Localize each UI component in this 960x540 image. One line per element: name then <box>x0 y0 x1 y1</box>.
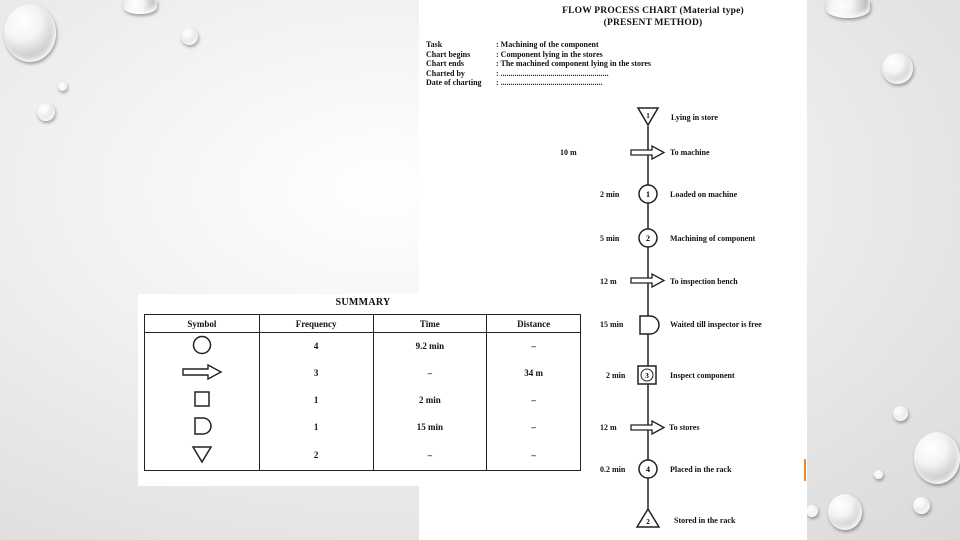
water-drop-decoration <box>882 53 913 84</box>
time-cell: 2 min <box>373 387 487 414</box>
water-drop-decoration <box>828 494 862 530</box>
operation-circle-icon <box>145 333 260 360</box>
summary-table <box>144 314 581 471</box>
step-value: 12 m <box>600 423 617 432</box>
delay-d-shape-icon <box>640 316 659 334</box>
transport-arrow-icon <box>145 360 260 387</box>
chart-title: FLOW PROCESS CHART (Material type) <box>562 6 744 16</box>
step-label: Loaded on machine <box>670 190 738 199</box>
svg-text:1: 1 <box>646 112 650 120</box>
time-cell: 15 min <box>373 414 487 441</box>
water-drop-decoration <box>123 0 157 14</box>
operation-circle-icon <box>639 185 657 203</box>
step-label: Waited till inspector is free <box>670 320 762 329</box>
time-cell: 9.2 min <box>373 333 487 360</box>
meta-row: Chart begins : Component lying in the stores <box>426 49 603 59</box>
operation-circle-icon <box>639 229 657 247</box>
operation-circle-icon <box>639 460 657 478</box>
svg-text:2: 2 <box>646 518 650 526</box>
chart-subtitle: (PRESENT METHOD) <box>603 18 703 28</box>
water-drop-decoration <box>4 4 56 62</box>
water-drop-decoration <box>58 82 67 91</box>
summary-header-row <box>145 315 581 333</box>
header-distance: Distance <box>487 315 581 333</box>
water-drop-decoration <box>913 497 930 514</box>
header-symbol: Symbol <box>145 315 260 333</box>
delay-d-shape-icon <box>145 414 260 441</box>
water-drop-decoration <box>874 470 883 479</box>
meta-row: Date of charting : ................................................... <box>426 78 603 87</box>
frequency-cell: 1 <box>259 387 373 414</box>
storage-triangle-icon <box>145 441 260 471</box>
step-label: To machine <box>670 148 710 157</box>
step-label: Stored in the rack <box>674 516 736 525</box>
step-value: 5 min <box>600 234 620 243</box>
svg-text:4: 4 <box>646 465 650 474</box>
water-drop-decoration <box>893 406 908 421</box>
step-label: To inspection bench <box>670 277 738 286</box>
frequency-cell: 3 <box>259 360 373 387</box>
svg-text:3: 3 <box>645 371 649 380</box>
table-row <box>145 414 581 441</box>
storage-triangle-icon <box>638 108 658 125</box>
step-label: Placed in the rack <box>670 465 732 474</box>
svg-text:2: 2 <box>646 234 650 243</box>
svg-text:1: 1 <box>646 190 650 199</box>
meta-row: Chart ends : The machined component lying in the stores <box>426 59 652 68</box>
time-cell: – <box>373 360 487 387</box>
frequency-cell: 1 <box>259 414 373 441</box>
step-label: Inspect component <box>670 371 735 380</box>
distance-cell: 34 m <box>487 360 581 387</box>
step-value: 12 m <box>600 277 617 286</box>
step-label: To stores <box>669 423 700 432</box>
distance-cell: – <box>487 387 581 414</box>
step-value: 15 min <box>600 320 624 329</box>
frequency-cell: 4 <box>259 333 373 360</box>
frequency-cell: 2 <box>259 441 373 471</box>
meta-row: Charted by : ...................................................... <box>426 68 609 78</box>
table-row <box>145 441 581 471</box>
distance-cell: – <box>487 333 581 360</box>
water-drop-decoration <box>826 0 870 18</box>
accent-mark <box>800 459 806 481</box>
step-value: 0.2 min <box>600 465 626 474</box>
meta-row: Task : Machining of the component <box>426 40 599 49</box>
distance-cell: – <box>487 414 581 441</box>
header-frequency: Frequency <box>259 315 373 333</box>
table-row <box>145 333 581 360</box>
step-label: Lying in store <box>671 113 718 122</box>
step-value: 10 m <box>560 148 577 157</box>
time-cell: – <box>373 441 487 471</box>
water-drop-decoration <box>806 505 818 517</box>
summary-title: SUMMARY <box>335 297 391 308</box>
table-row <box>145 387 581 414</box>
water-drop-decoration <box>181 28 198 45</box>
step-label: Machining of component <box>670 234 756 243</box>
distance-cell: – <box>487 441 581 471</box>
table-row <box>145 360 581 387</box>
inspection-square-icon <box>145 387 260 414</box>
water-drop-decoration <box>914 432 960 484</box>
step-value: 2 min <box>600 190 620 199</box>
step-value: 2 min <box>606 371 626 380</box>
header-time: Time <box>373 315 487 333</box>
storage-triangle-icon <box>637 509 659 527</box>
summary-panel <box>138 294 588 486</box>
water-drop-decoration <box>37 103 55 121</box>
